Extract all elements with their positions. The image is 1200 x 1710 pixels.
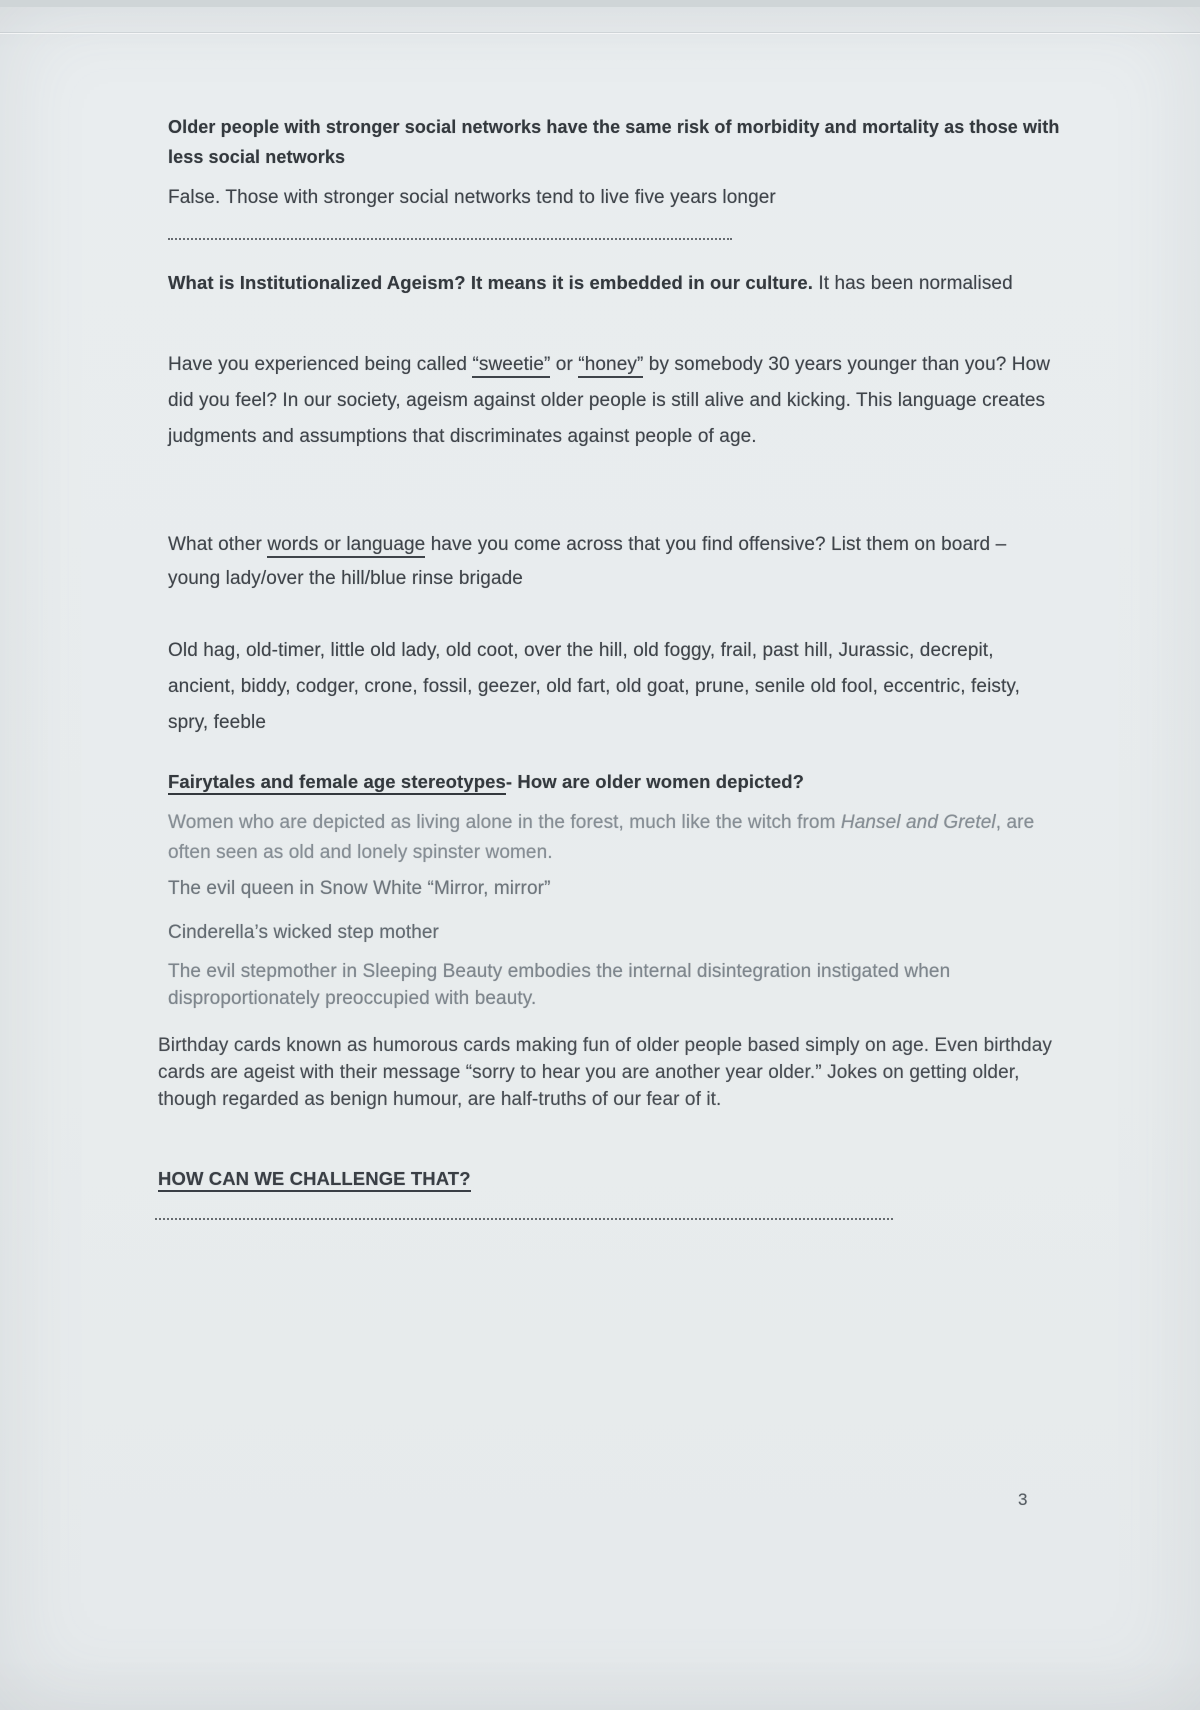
para-sweetie-pre: Have you experienced being called xyxy=(168,354,473,375)
para-sweetie-post: by somebody 30 years younger than you? How did you feel? In our society, ageism against older people is still alive and kicking. This language creates judgments and assumptions that discriminates against people of age. xyxy=(168,354,1051,447)
dotted-separator-bottom xyxy=(155,1218,893,1220)
paragraph-sweetie-honey xyxy=(168,347,1058,455)
paragraph-hansel-gretel xyxy=(168,808,1058,868)
para-forest-post: , are often seen as old and lonely spinster women. xyxy=(168,812,1035,863)
heading-fairytales-underlined: Fairytales and female age stereotypes xyxy=(168,771,506,795)
paper-top-edge xyxy=(0,33,1200,34)
underlined-words-or-language: words or language xyxy=(267,534,425,558)
scan-edge-shadow xyxy=(0,0,1200,7)
heading-challenge-underlined: HOW CAN WE CHALLENGE THAT? xyxy=(158,1168,471,1192)
para-words-post: have you come across that you find offensive? List them on board – young lady/over the hill/blue rinse brigade xyxy=(168,534,1007,589)
paragraph-words-language xyxy=(168,528,1058,596)
page-number: 3 xyxy=(1018,1490,1028,1509)
heading-ageism-regular-part: It has been normalised xyxy=(812,273,1013,294)
paragraph-sleeping-beauty: The evil stepmother in Sleeping Beauty embodies the internal disintegration instigated when disproportionately preoccupied with beauty. xyxy=(168,961,951,1009)
heading-social-networks: Older people with stronger social networks have the same risk of morbidity and mortality as those with less social networks xyxy=(168,117,1060,167)
heading-how-can-we-challenge xyxy=(158,1164,1048,1194)
heading-fairytales xyxy=(168,767,1058,797)
answer-false: False. Those with stronger social networks tend to live five years longer xyxy=(168,187,776,208)
para-forest-pre: Women who are depicted as living alone in the forest, much like the witch from xyxy=(168,812,841,833)
para-words-pre: What other xyxy=(168,534,268,555)
hansel-and-gretel-italic: Hansel and Gretel xyxy=(840,812,996,833)
underlined-word-honey: “honey” xyxy=(578,354,643,378)
heading-fairytales-rest: - How are older women depicted? xyxy=(505,771,805,792)
dotted-separator-top xyxy=(168,238,732,240)
paragraph-ageist-terms-list: Old hag, old-timer, little old lady, old coot, over the hill, old foggy, frail, past hill, Jurassic, decrepit, ancient, biddy, codger, crone, fossil, geezer, old fart, old goat, prune, senile old fool, eccentric, feisty, spry, feeble xyxy=(168,640,1020,733)
underlined-word-sweetie: “sweetie” xyxy=(472,354,550,378)
para-sweetie-mid: or xyxy=(550,354,579,375)
line-snow-white: The evil queen in Snow White “Mirror, mirror” xyxy=(168,878,551,899)
line-cinderella: Cinderella’s wicked step mother xyxy=(168,922,439,943)
paragraph-birthday-cards: Birthday cards known as humorous cards making fun of older people based simply on age. Even birthday cards are ageist with their message “sorry to hear you are another year older.” Jokes on getting older, though regarded as benign humour, are half-truths of our fear of it. xyxy=(158,1035,1052,1110)
heading-ageism-bold-part: What is Institutionalized Ageism? It means it is embedded in our culture. xyxy=(168,272,813,293)
heading-institutionalized-ageism xyxy=(168,268,1058,299)
